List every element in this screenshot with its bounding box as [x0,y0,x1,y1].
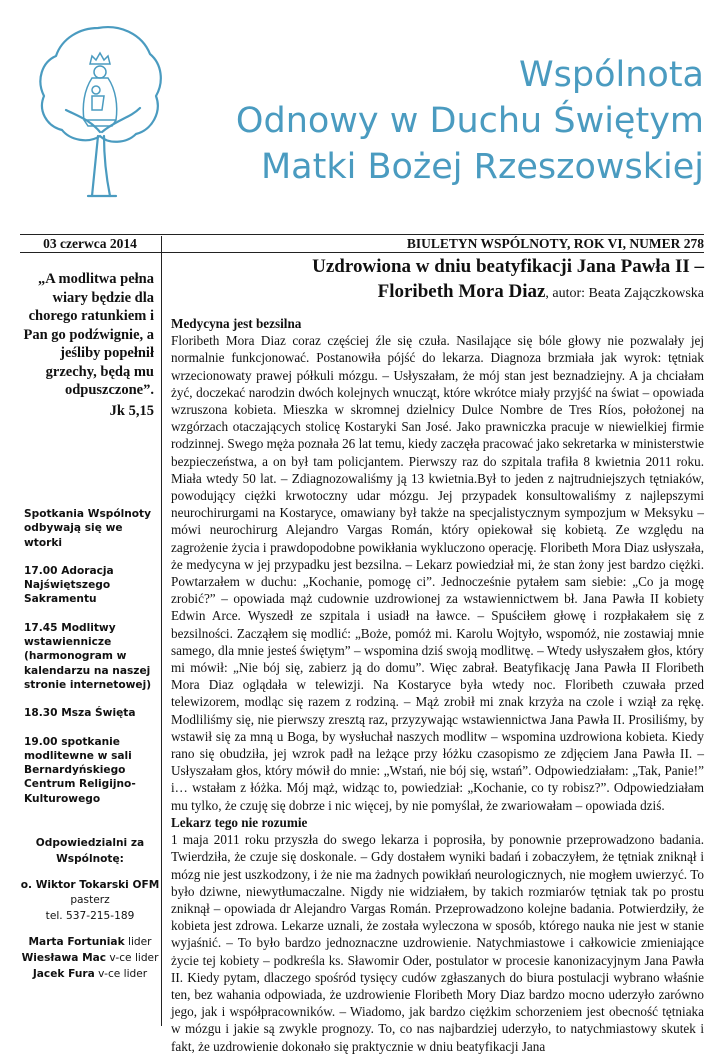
schedule-item: Spotkania Wspólnoty odbywają się we wtorki [24,508,152,549]
bulletin-issue-title: BIULETYN WSPÓLNOTY, ROK VI, NUMER 278 [406,236,704,251]
leader-entry [20,935,160,951]
issue-date: 03 czerwca 2014 [43,236,137,251]
schedule-item: 18.30 Msza Święta [24,707,136,720]
leader-name: Jacek Fura [32,967,95,980]
meeting-schedule [24,507,158,820]
article-body [171,315,704,1055]
schedule-item: 17.00 Adoracja Najświętszego Sakramentu [24,564,114,606]
leader-role: v-ce lider [98,967,148,980]
community-logo-tree-icon [30,20,170,200]
section-paragraph: Floribeth Mora Diaz coraz częściej źle się czuła. Nasilające się bóle głowy nie pozwalały jej normalnie funkcjonować. Postanowiła pójść do lekarza. Diagnoza brzmiała jak wyrok: tętniak wrzecionowaty prawej półkuli mózgu. – Usłyszałam, że mój stan jest beznadziejny. A ja chciałam żyć, doczekać narodzin dwóch kolejnych wnucząt, które wkrótce miały przyjść na świat – opowiada wzruszona kobieta. Mieszka w skromnej dzielnicy Dulce Nombre de Tres Ríos, położonej na wzgórzach otaczających stolicę Kostaryki San José. Jako prawniczka pracuje w niewielkiej firmie rodzinnej. Swego męża poznała 26 lat temu, kiedy zaczęła pracować jako sekretarka w ministerstwie bezpieczeństwa, a on był tam policjantem. Pierwszy raz do szpitala trafiła 8 kwietnia 2011 roku. Miała wtedy 50 lat. – Zdiagnozowaliśmy ją 13 kwietnia.Był to jeden z najtrudniejszych tętniaków, powodujący ciężki krwotoczny udar mózgu. Jej przypadek konsultowaliśmy z najlepszymi neurochirurgami na Kostaryce, omawiany był także na specjalistycznym sympozjum w Meksyku – mówi neurochirurg Alejandro Vargas Román, który opiekował się kobietą. Ze względu na zagrożenie życia i prawdopodobne powikłania wykluczono operację. Floribeth Mora Diaz usłyszała, że medycyna w jej przypadku jest bezsilna. – Lekarz powiedział mi, że stan żony jest bardzo ciężki. Powtarzałem w duchu: „Kochanie, pomogę ci”. Jednocześnie pytałem sam siebie: „Co ja mogę zrobić?” – opowiada mąż cudownie uzdrowionej za wstawiennictwem bł. Jana Pawła II kobiety Edwin Arce. Wyszedł ze szpitala i usiadł na ławce. – Spuściłem głowę i rozpłakałem się z bezsilności. Zacząłem się modlić: „Boże, pomóż mi. Karolu Wojtyło, wspomóż, nie zostawiaj mnie samego, dla mnie jesteś świętym” – wspomina dziś swoją modlitwę. – Wtedy usłyszałem głos, który mi mówił: „Nie bój się, zabierz ją do domu”. Więc zabrał. Beatyfikację Jana Pawła II Floribeth Mora Diaz oglądała w telewizji. Na Kostaryce była wtedy noc. Floribeth czuwała przed telewizorem, modląc się razem z rodziną. – Mąż zrobił mi znak krzyża na czole i wziął za rękę. Modliliśmy się, nie pierwszy zresztą raz, przyzywając wstawiennictwa Jana Pawła II. Prosiliśmy, by wstawił się za mną u Boga, by wysłuchał naszych modlitw – wspomina uzdrowiona kobieta. Kiedy rano się obudziła, jej wzrok padł na leżące przy łóżku czasopismo ze zdjęciem Jana Pawła II. – Usłyszałam głos, który mówił do mnie: „Wstań, nie bój się, wstań”. Odpowiedziałam: „Tak, Panie!” i… wstałam z łóżka. Mój mąż, widząc to, powiedział: „Kochanie, co ty robisz?”. Odpowiedziałam mu tylko, że czuję się dobrze i nic więcej, by nie pomyślał, że zwariowałam – opowiada dziś. [171,333,704,813]
responsible-persons [20,836,160,982]
masthead [186,52,704,190]
article-title-line-1: Uzdrowiona w dniu beatyfikacji Jana Pawła II – [312,256,704,277]
pastor-name: o. Wiktor Tokarski OFM [20,878,160,891]
section-paragraph: 1 maja 2011 roku przyszła do swego lekarza i poprosiła, by ponownie przeprowadzono badania. Twierdziła, że czuje się doskonale. – Gdy dostałem wyniki badań i zobaczyłem, że tętniak zniknął i mózg nie jest uszkodzony, i że nie ma żadnych powikłań neurologicznych, nie mogłem uwierzyć. To było dziwne, niewytłumaczalne. Nigdy nie widziałem, by takich rozmiarów tętniak tak po prostu zniknął – opowiada dr Alejandro Vargas Román. Przeprowadzono kolejne badania. Potwierdziły, że kobieta jest zdrowa. Lekarze uznali, że została wyleczona w sposób, którego nauka nie jest w stanie wyjaśnić. – To było bardzo jednoznaczne uzdrowienie. Natychmiastowe i całkowicie zmieniające życie tej kobiety – podkreśla ks. Sławomir Oder, postulator w procesie kanonizacyjnym Jana Pawła II. Kiedy pytam, dlaczego spośród tysięcy cudów zgłaszanych do biura postulacji wybrano właśnie ten, bez wahania odpowiada, że uzdrowienie Floribeth Mory Diaz bardzo mocno uderzyło zarówno jego, jak i współpracowników. – Wiadomo, jak bardzo ciężkim schorzeniem jest obecność tętniaka w mózgu i jakie są zwykle prognozy. To, co nas najbardziej uderzyło, to natychmiastowy skutek i fakt, że uzdrowienie dokonało się praktycznie w dniu beatyfikacji Jana [171,832,704,1054]
leader-name: Wiesława Mac [21,951,107,964]
article-title [165,254,704,306]
schedule-item: 17.45 Modlitwy wstawiennicze (harmonogram w kalendarzu na naszej stronie internetowej) [24,621,152,691]
sidebar-quote: „A modlitwa pełna wiary będzie dla chorego ratunkiem i Pan go podźwignie, a jeśliby popełnił grzechy, będą mu odpuszczone”. [23,271,154,398]
leader-entry [20,951,160,967]
article-author: , autor: Beata Zajączkowska [545,286,704,301]
article-title-line-2 [165,279,704,306]
masthead-line-1: Wspólnota [519,55,704,95]
masthead-line-2: Odnowy w Duchu Świętym [235,101,704,141]
article-title-name: Floribeth Mora Diaz [377,281,546,302]
leader-name: Marta Fortuniak [28,935,125,948]
header-bottom-rule [20,252,704,253]
pastor-phone: tel. 537-215-189 [45,910,135,923]
pastor-role: pasterz [70,894,110,907]
leader-role: v-ce lider [109,951,159,964]
column-divider [161,236,162,1026]
leader-entry [20,967,160,983]
schedule-item: 19.00 spotkanie modlitewne w sali Bernardyńskiego Centrum Religijno-Kulturowego [24,735,136,805]
sidebar-quote-reference: Jk 5,15 [109,403,154,419]
section-heading: Lekarz tego nie rozumie [171,814,308,830]
responsible-heading: Odpowiedzialni za Wspólnotę: [35,837,145,865]
header-top-rule [20,234,704,235]
section-heading: Medycyna jest bezsilna [171,316,302,331]
leader-role: lider [128,935,152,948]
masthead-line-3: Matki Bożej Rzeszowskiej [260,147,704,187]
